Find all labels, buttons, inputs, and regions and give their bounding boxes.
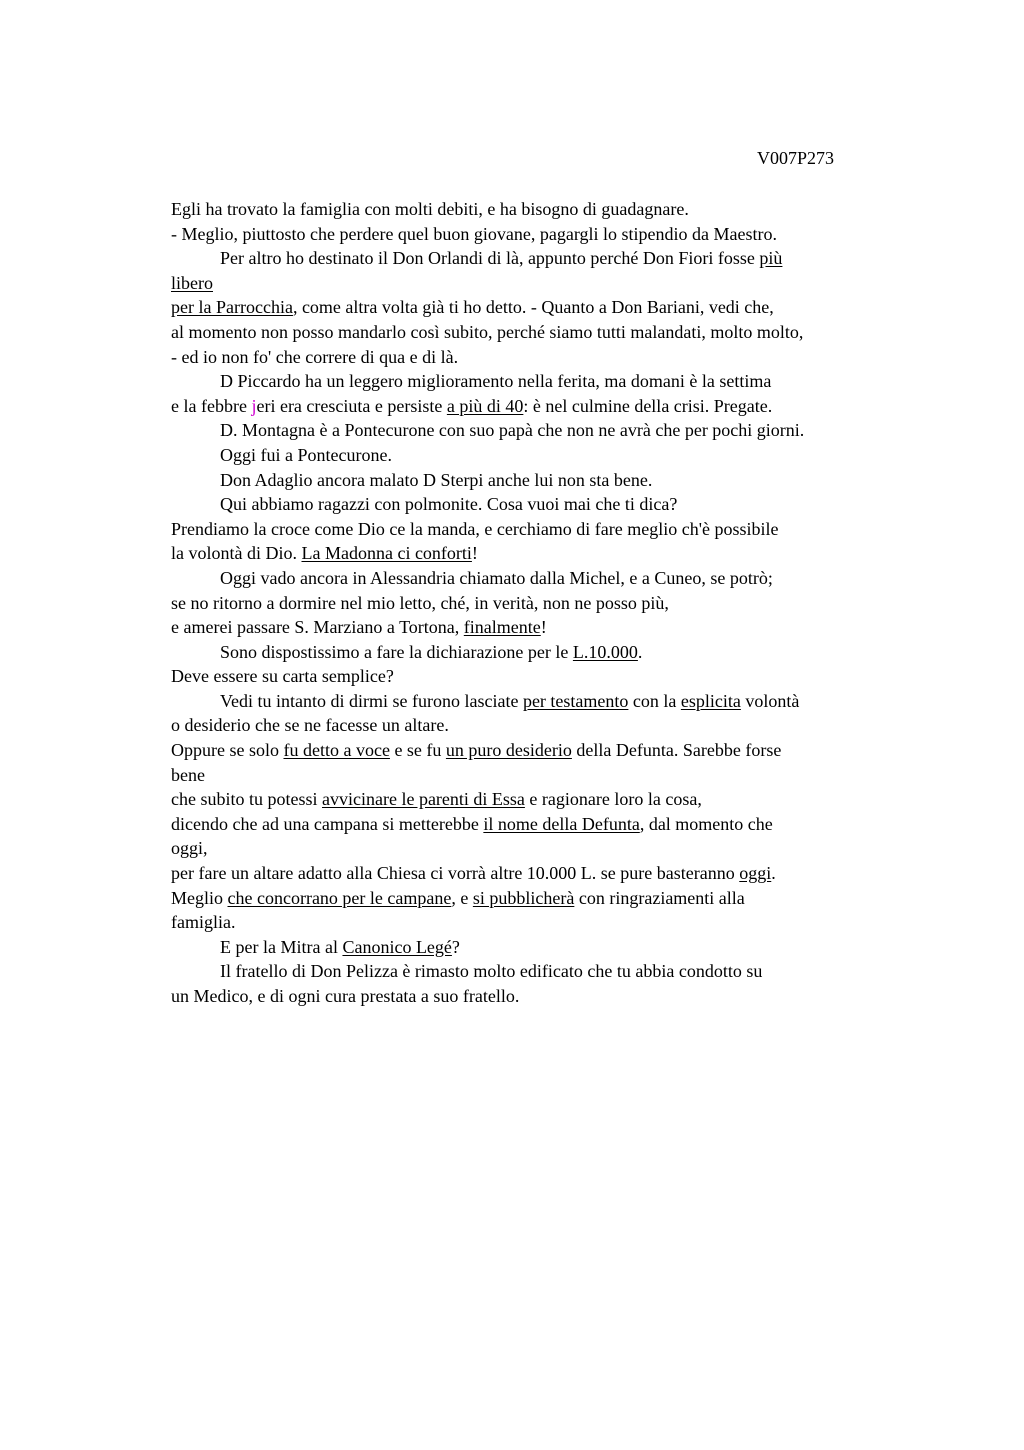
text-line — [171, 763, 971, 788]
text-line — [171, 418, 971, 443]
underlined-text: Canonico Legé — [342, 936, 452, 957]
text-span: o desiderio che se ne facesse un altare. — [171, 715, 449, 736]
text-line — [171, 566, 971, 591]
text-line — [171, 197, 971, 222]
text-span: che subito tu potessi — [171, 789, 322, 810]
text-line — [171, 910, 971, 935]
text-line — [171, 492, 971, 517]
text-span: . — [771, 863, 776, 884]
text-line — [171, 787, 971, 812]
text-span: , dal momento che — [639, 813, 773, 834]
text-span: al momento non posso mandarlo così subito, perché siamo tutti malandati, molto molto, — [171, 321, 804, 342]
text-line — [171, 591, 971, 616]
text-span: eri era cresciuta e persiste — [256, 395, 447, 416]
text-line — [171, 861, 971, 886]
text-span: un Medico, e di ogni cura prestata a suo fratello. — [171, 986, 520, 1006]
underlined-text: esplicita — [680, 690, 741, 711]
text-line — [171, 295, 971, 320]
text-line — [171, 984, 971, 1009]
text-span: Deve essere su carta semplice? — [171, 666, 394, 687]
text-span: Don Adaglio ancora malato D Sterpi anche lui non sta bene. — [220, 469, 653, 490]
text-line — [171, 345, 971, 370]
text-line — [171, 615, 971, 640]
underlined-text: si pubblicherà — [472, 887, 575, 908]
text-span: Egli ha trovato la famiglia con molti debiti, e ha bisogno di guadagnare. — [171, 199, 689, 219]
text-span: , e — [451, 887, 473, 908]
text-line — [171, 222, 971, 247]
text-span: Il fratello di Don Pelizza è rimasto molto edificato che tu abbia condotto su — [220, 961, 763, 982]
underlined-text: per testamento — [522, 690, 629, 711]
text-span: e la febbre — [171, 395, 252, 416]
text-line — [171, 935, 971, 960]
text-span: . — [637, 641, 643, 662]
text-line — [171, 369, 971, 394]
text-span: con la — [628, 690, 681, 711]
text-span: con ringraziamenti alla — [574, 887, 745, 908]
text-span: Oggi fui a Pontecurone. — [220, 444, 392, 465]
text-line — [171, 517, 971, 542]
text-span: ! — [471, 543, 478, 564]
text-span: , come altra volta già ti ho detto. - Quanto a Don Bariani, vedi che, — [292, 297, 774, 318]
text-span: Meglio — [171, 887, 228, 908]
text-span: oggi, — [171, 838, 208, 859]
page-identifier: V007P273 — [757, 148, 835, 168]
text-span: famiglia. — [171, 912, 236, 933]
text-span: Vedi tu intanto di dirmi se furono lasciate — [220, 690, 523, 711]
underlined-text: libero — [171, 272, 213, 293]
text-span: - Meglio, piuttosto che perdere quel buon giovane, pagargli lo stipendio da Maestro. — [171, 223, 778, 244]
underlined-text: che concorrano per le campane — [227, 887, 452, 908]
text-line — [171, 246, 971, 271]
text-line — [171, 713, 971, 738]
text-span: Sono dispostissimo a fare la dichiarazione per le — [220, 641, 573, 662]
text-span: della Defunta. Sarebbe forse — [571, 740, 782, 761]
text-line — [171, 271, 971, 296]
text-span: se no ritorno a dormire nel mio letto, ché, in verità, non ne posso più, — [171, 592, 669, 613]
text-span: e amerei passare S. Marziano a Tortona, — [171, 617, 464, 638]
underlined-text: avvicinare le parenti di Essa — [322, 789, 525, 810]
text-span: per fare un altare adatto alla Chiesa ci vorrà altre 10.000 L. se pure basteranno — [171, 863, 740, 884]
text-line — [171, 541, 971, 566]
text-span: - ed io non fo' che correre di qua e di là. — [171, 346, 459, 367]
text-line — [171, 886, 971, 911]
text-span: bene — [171, 764, 205, 785]
underlined-text: più — [759, 248, 783, 269]
underlined-text: un puro desiderio — [445, 740, 572, 761]
text-line — [171, 664, 971, 689]
underlined-text: il nome della Defunta — [483, 813, 640, 834]
text-span: ! — [540, 617, 547, 638]
highlighted-letter: j — [251, 395, 257, 416]
text-line — [171, 640, 971, 665]
text-line — [171, 443, 971, 468]
text-line — [171, 689, 971, 714]
text-span: ? — [451, 936, 460, 957]
text-line — [171, 959, 971, 984]
text-line — [171, 836, 971, 861]
underlined-text: fu detto a voce — [283, 740, 390, 761]
underlined-text: finalmente — [463, 617, 541, 638]
underlined-text: L.10.000 — [572, 641, 638, 662]
text-span: Oggi vado ancora in Alessandria chiamato dalla Michel, e a Cuneo, se potrò; — [220, 567, 773, 588]
text-span: dicendo che ad una campana si metterebbe — [171, 813, 484, 834]
underlined-text: La Madonna ci conforti — [301, 543, 472, 564]
text-span: Qui abbiamo ragazzi con polmonite. Cosa vuoi mai che ti dica? — [220, 494, 678, 515]
text-span: D. Montagna è a Pontecurone con suo papà che non ne avrà che per pochi giorni. — [220, 420, 805, 441]
text-span: Prendiamo la croce come Dio ce la manda, e cerchiamo di fare meglio ch'è possibile — [171, 518, 779, 539]
underlined-text: per la Parrocchia — [171, 297, 293, 318]
underlined-text: oggi — [739, 863, 772, 884]
underlined-text: a più di 40 — [446, 395, 524, 416]
text-span: : è nel culmine della crisi. Pregate. — [523, 395, 773, 416]
text-line — [171, 812, 971, 837]
text-span: la volontà di Dio. — [171, 543, 302, 564]
text-line — [171, 394, 971, 419]
text-span: Oppure se solo — [171, 740, 284, 761]
letter-body — [171, 197, 971, 1009]
text-span: e ragionare loro la cosa, — [524, 789, 702, 810]
text-line — [171, 468, 971, 493]
text-span: volontà — [740, 690, 800, 711]
text-span: D Piccardo ha un leggero miglioramento nella ferita, ma domani è la settima — [220, 371, 772, 392]
text-span: Per altro ho destinato il Don Orlandi di là, appunto perché Don Fiori fosse — [220, 248, 760, 269]
text-span: E per la Mitra al — [220, 936, 343, 957]
text-line — [171, 320, 971, 345]
text-span: e se fu — [389, 740, 446, 761]
text-line — [171, 738, 971, 763]
